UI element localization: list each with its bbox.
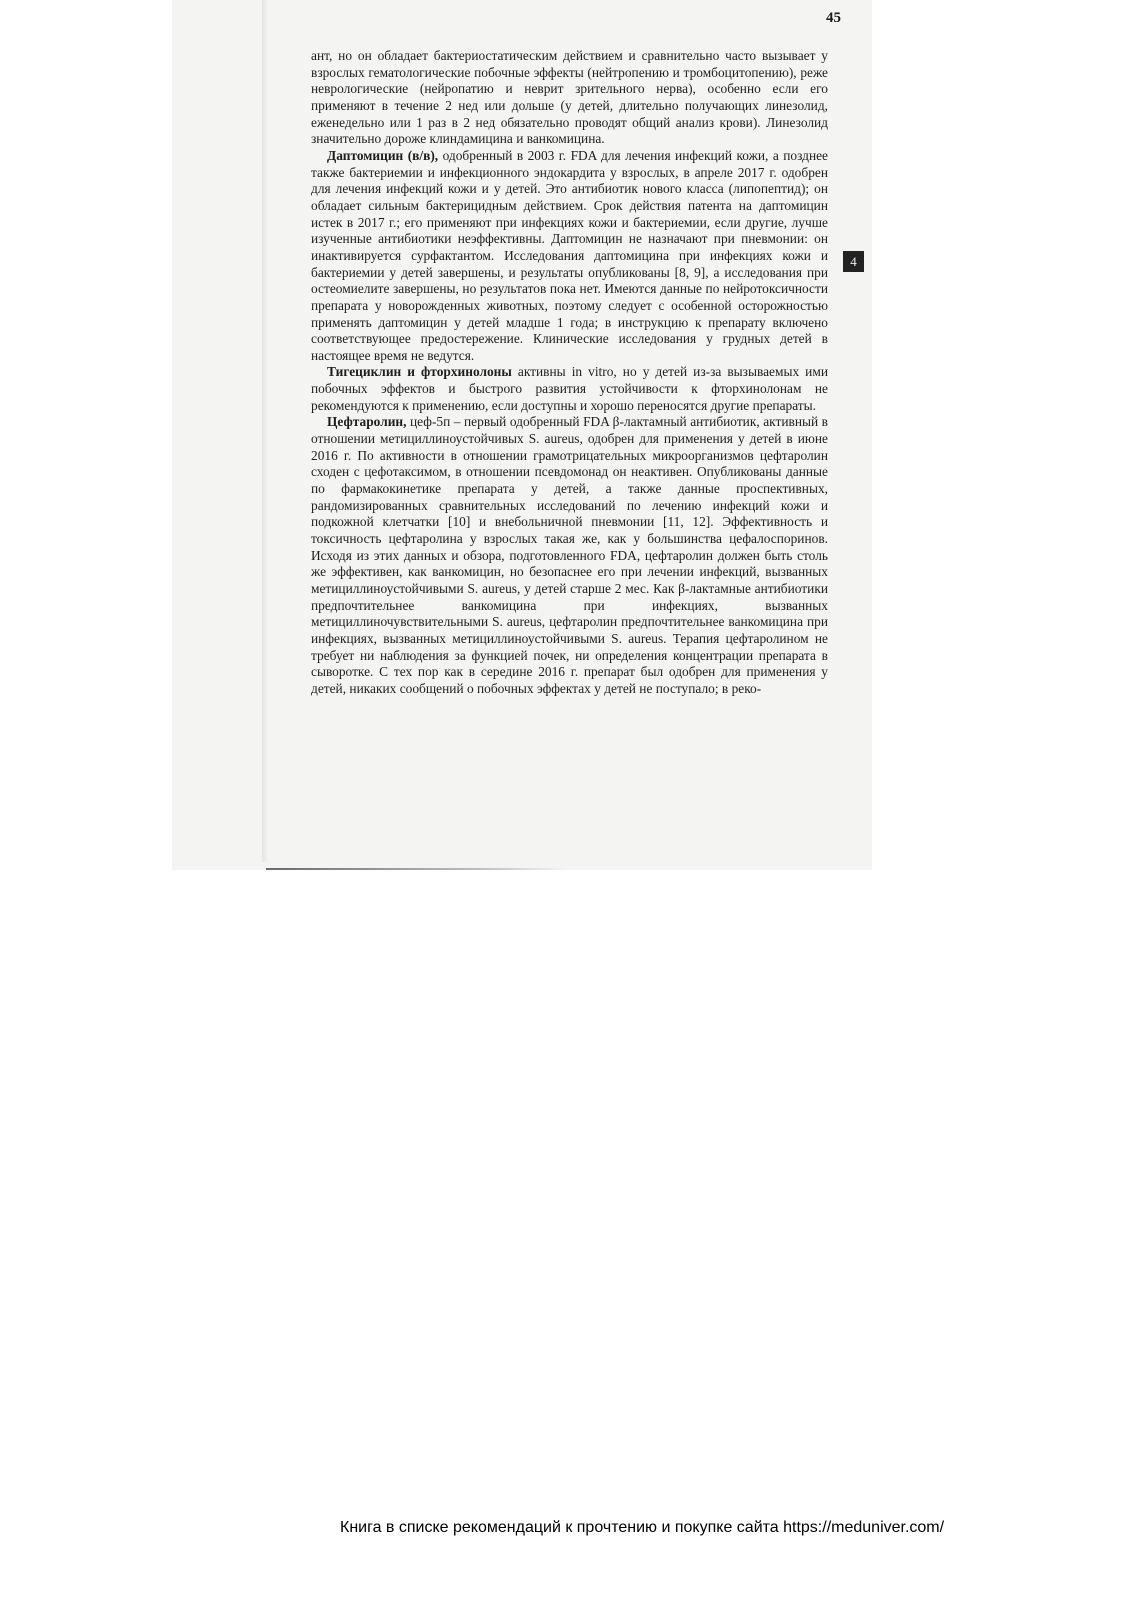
chapter-marker: 4 — [843, 251, 864, 272]
paragraph-text: цеф-5п – первый одобренный FDA β-лактамный антибиотик, активный в отношении метициллиноустойчивых S. aureus, одобрен для применения у детей в июне 2016 г. По активности в отношении грамотрицательных микроорганизмов цефтаролин сходен с цефотаксимом, в отношении псевдомонад он неактивен. Опубликованы данные по фармакокинетике препарата у детей, а также данные проспективных, рандомизированных сравнительных исследований по лечению инфекций кожи и подкожной клетчатки [10] и внебольничной пневмонии [11, 12]. Эффективность и токсичность цефтаролина у взрослых такая же, как у большинства цефалоспоринов. Исходя из этих данных и обзора, подготовленного FDA, цефтаролин должен быть столь же эффективен, как ванкомицин, но безопаснее его при лечении инфекций, вызванных метициллиноустойчивыми S. aureus, у детей старше 2 мес. Как β-лактамные антибиотики предпочтительнее ванкомицина при инфекциях, вызванных метициллиночувствительными S. aureus, цефтаролин предпочтительнее ванкомицина при инфекциях, вызванных метициллиноустойчивыми S. aureus. Терапия цефтаролином не требует ни наблюдения за функцией почек, ни определения концентрации препарата в сыворотке. С тех пор как в середине 2016 г. препарат был одобрен для применения у детей, никаких сообщений о побочных эффектах у детей не поступало; в реко- — [311, 414, 828, 696]
paragraph-lead: Цефтаролин, — [327, 414, 407, 430]
page-gutter-shadow — [262, 0, 268, 862]
paragraph-text: одобренный в 2003 г. FDA для лечения инфекций кожи, а позднее также бактериемии и инфекционного эндокардита у взрослых, в апреле 2017 г. одобрен для лечения инфекций кожи и у детей. Это антибиотик нового класса (липопептид); он обладает сильным бактерицидным действием. Срок действия патента на даптомицин истек в 2017 г.; его применяют при инфекциях кожи и бактериемии, если другие, лучше изученные антибиотики неэффективны. Даптомицин не назначают при пневмонии: он инактивируется сурфактантом. Исследования даптомицина при инфекциях кожи и бактериемии у детей завершены, и результаты опубликованы [8, 9], а исследования при остеомиелите завершены, но результатов пока нет. Имеются данные по нейротоксичности препарата у новорожденных животных, поэтому следует с особенной осторожностью применять даптомицин у детей младше 1 года; в инструкцию к препарату включено соответствующее предостережение. Клинические исследования у грудных детей в настоящее время не ведутся. — [311, 147, 829, 363]
paragraph-lead: Тигециклин и фторхинолоны — [327, 364, 512, 380]
page-bottom-edge — [266, 868, 566, 870]
page-number: 45 — [826, 10, 841, 26]
paragraph-daptomycin — [311, 148, 828, 365]
paragraph-linezolid — [311, 48, 828, 148]
paragraph-text: активны in vitro, но у детей из-за вызываемых ими побочных эффектов и быстрого развития устойчивости к фторхинолонам не рекомендуются к применению, если доступны и хорошо переносятся другие препараты. — [311, 364, 828, 413]
paragraph-lead: Даптомицин (в/в), — [327, 147, 439, 163]
paragraph-text: ант, но он обладает бактериостатическим действием и сравнительно часто вызывает у взрослых гематологические побочные эффекты (нейтропению и тромбоцитопению), реже неврологические (нейропатию и неврит зрительного нерва), особенно если его применяют в течение 2 нед или дольше (у детей, длительно получающих линезолид, еженедельно или 1 раз в 2 нед обязательно проводят общий анализ крови). Линезолид значительно дороже клиндамицина и ванкомицина. — [311, 48, 828, 147]
footer-note: Книга в списке рекомендаций к прочтению и покупке сайта https://meduniver.com/ — [340, 1519, 945, 1536]
paragraph-ceftaroline — [311, 414, 828, 697]
body-text — [311, 48, 828, 698]
paragraph-tigecycline — [311, 364, 828, 414]
